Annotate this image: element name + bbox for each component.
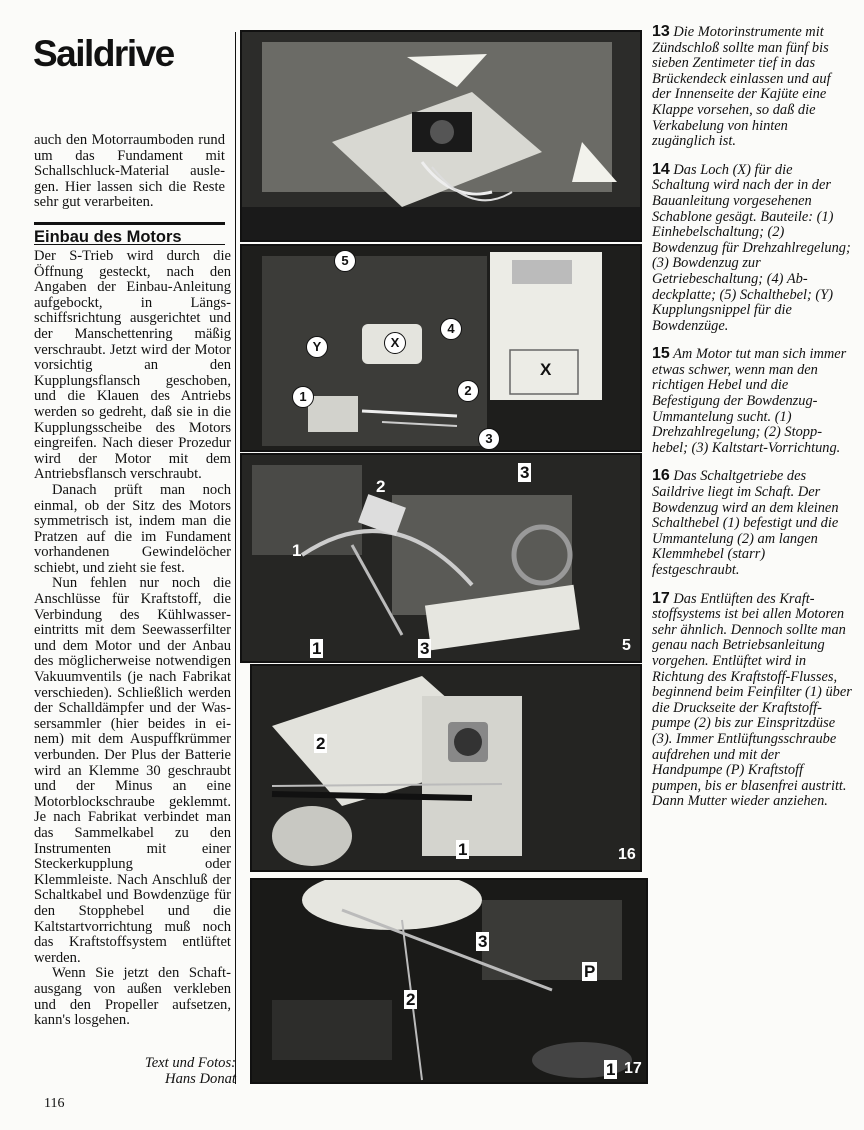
photo-17-illustration: [252, 880, 646, 1082]
body-paragraph: Danach prüft man noch einmal, ob der Sitz des Motors symmetrisch ist, indem man die Pratzen auf die im Fundament vorhandenen Gewindelöcher schiebt, und zieht sie fest.: [34, 481, 231, 576]
body-paragraph: Nun fehlen nur noch die Anschlüsse für Kraftstoff, die Verbindung des Kühlwassereintritts mit dem Seewasserfilter und dem Motor und der Anbau des möglicherweise notwendigen Vakuumventils (je nach Fabrikat verschieden). Schließlich werden der Schalldämpfer und der Wassersammler (hier beides in einem) mit dem Auspuffkrümmer verbunden. Der Plus der Batterie wird an Klemme 30 geschraubt und der Minus an eine Motorblockschraube geklemmt. Je nach Fabrikat verbindet man das Sammelkabel zu den Instrumenten mit einer Steckerkupplung oder Klemmleiste. Nach Anschluß der Schaltkabel und Bowdenzüge für den Stopphebel und die Kaltstartvorrichtung muß noch das Kraftstoffsystem entlüftet werden.: [34, 575, 231, 966]
label-2: 2: [376, 477, 386, 496]
template-x-label: X: [540, 360, 552, 379]
caption-text: Das Entlüften des Kraftstoffsystems ist bei allen Motoren sehr ähnlich. Dennoch sollte man genau nach Betriebsanleitung vorgehen. Entlüftet wird in Richtung des Kraftstoff-Flusses, beginnend beim Feinfilter (1) über die Druckseite der Kraftstoffpumpe (2) bis zur Einspritzdüse (3). Immer Entlüftungsschraube aufdrehen und mit der Handpumpe (P) Kraftstoff pumpen, bis er blasenfrei austritt. Dann Mutter wieder anziehen.: [652, 590, 852, 810]
caption-15: [652, 346, 852, 456]
intro-paragraph: auch den Motorraumboden rund um das Fundament mit Schallschluck-Material auslegen. Hier lassen sich die Reste sehr gut verarbeiten.: [34, 132, 225, 211]
photo-credit: [110, 1056, 236, 1087]
figure-number: 17: [624, 1060, 642, 1077]
caption-number: 14: [652, 160, 670, 178]
section-heading-rule: [34, 244, 225, 245]
page-number: 116: [44, 1096, 65, 1111]
caption-column: [652, 24, 852, 822]
label-1: 1: [292, 541, 302, 560]
caption-number: 17: [652, 589, 670, 607]
caption-number: 16: [652, 467, 670, 485]
credit-author: Hans Donat: [165, 1070, 236, 1087]
marker-1: 1: [292, 386, 314, 408]
label-p: P: [584, 962, 596, 981]
figure-number: 16: [618, 846, 636, 863]
marker-x: X: [384, 332, 406, 354]
photo-13-illustration: [242, 32, 640, 240]
caption-number: 13: [652, 23, 670, 40]
caption-14: [652, 162, 852, 335]
photo-number-tag: 5: [622, 637, 631, 654]
caption-text: Die Motorinstrumente mit Zündschloß sollte man fünf bis sieben Zentimeter tief in das Brückendeck einlassen und auf der Innenseite der Kajüte eine Klappe vorsehen, so daß die Verkabelung von hinten zugänglich ist.: [652, 24, 831, 150]
photo-template: [240, 244, 642, 452]
marker-2: 2: [457, 380, 479, 402]
photo-16-illustration: [252, 666, 640, 870]
label-3b: 3: [420, 639, 430, 658]
masthead-title: Saildrive: [33, 33, 174, 74]
caption-17: [652, 591, 852, 810]
article-body: [34, 249, 231, 1029]
label-1: 1: [606, 1060, 616, 1079]
label-3: 3: [520, 463, 530, 482]
caption-13: [652, 24, 852, 150]
photo-engine-levers: [240, 453, 642, 663]
photo-instrument-panel: [240, 30, 642, 242]
caption-16: [652, 468, 852, 578]
label-1: 1: [458, 840, 468, 859]
marker-5: 5: [334, 250, 356, 272]
caption-text: Das Loch (X) für die Schaltung wird nach der in der Bauanleitung vorgesehenen Schablone gesägt. Bauteile: (1) Einhebelschaltung; (2) Bowdenzug für Drehzahlregelung; (3) Bowdenzug zur Getriebeschaltung; (4) Abdeckplatte; (5) Schalthebel; (Y) Kupplungsnippel für die Bowdenzüge.: [652, 161, 851, 334]
credit-line: Text und Fotos:: [144, 1055, 236, 1071]
label-3: 3: [478, 932, 488, 951]
caption-text: Am Motor tut man sich immer etwas schwer, wenn man den richtigen Hebel und die Befestigung der Bowdenzug-Ummantelung sucht. (1) Drehzahlregelung; (2) Stopphebel; (3) Kaltstart-Vorrichtung.: [652, 346, 847, 456]
caption-number: 15: [652, 345, 670, 363]
photo-14-illustration: [242, 246, 640, 450]
photo-fuel-system: [250, 878, 648, 1084]
section-heading: Einbau des Motors: [34, 222, 225, 247]
label-1b: 1: [312, 639, 322, 658]
label-2: 2: [406, 990, 416, 1009]
column-divider: [235, 32, 236, 1084]
body-paragraph: Der S-Trieb wird durch die Öffnung gesteckt, nach den Angaben der Einbau-Anleitung aufgebockt, in Längsschiffsrichtung ausgerichtet und der Manschettenring mäßig verschraubt. Jetzt wird der Motor vorsichtig an den Kupplungsflansch geschoben, und die Klauen des Antriebs werden so gedreht, daß sie in die Kupplungsscheibe des Motors eingreifen. Nach dieser Prozedur wird der Motor mit dem Antriebsflansch verschraubt.: [34, 248, 231, 483]
marker-3: 3: [478, 428, 500, 450]
photo-gearbox: [250, 664, 642, 872]
marker-y: Y: [306, 336, 328, 358]
caption-text: Das Schaltgetriebe des Saildrive liegt im Schaft. Der Bowdenzug wird an dem kleinen Schalthebel (1) befestigt und die Ummantelung (2) am langen Klemmhebel (starr) festgeschraubt.: [652, 468, 839, 578]
body-paragraph: Wenn Sie jetzt den Schaftausgang von außen verkleben und den Propeller aufsetzen, kann's losgehen.: [34, 965, 231, 1029]
label-2: 2: [316, 734, 326, 753]
marker-4: 4: [440, 318, 462, 340]
